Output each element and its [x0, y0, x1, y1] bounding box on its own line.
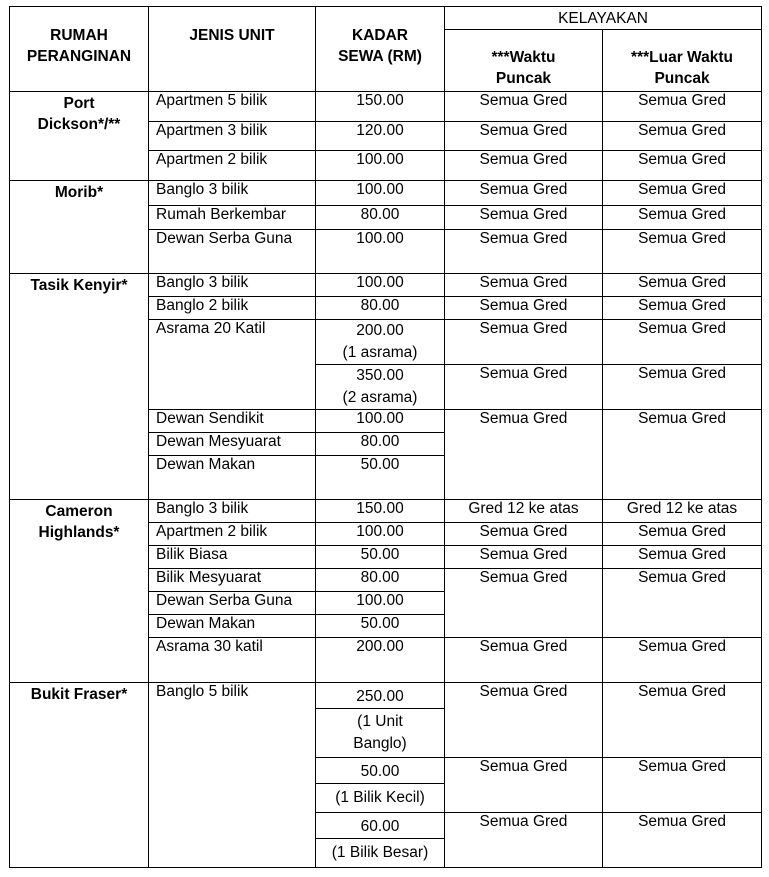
peak-eligibility-cell: Semua Gred — [445, 230, 603, 274]
peak-eligibility-cell: Semua Gred — [445, 297, 603, 320]
rate-cell: 100.00 — [316, 151, 445, 181]
rate-cell: 100.00 — [316, 592, 445, 615]
peak-eligibility-cell: Semua Gred — [445, 274, 603, 297]
unit-type-cell: Banglo 3 bilik — [149, 181, 316, 206]
offpeak-eligibility-cell: Gred 12 ke atas — [603, 500, 762, 523]
peak-eligibility-cell: Semua Gred — [445, 523, 603, 546]
offpeak-eligibility-cell: Semua Gred — [603, 523, 762, 546]
rate-cell: 250.00 — [316, 683, 445, 709]
header-unit-type: JENIS UNIT — [149, 7, 316, 92]
rate-cell: 100.00 — [316, 523, 445, 546]
peak-eligibility-cell: Semua Gred — [445, 151, 603, 181]
offpeak-eligibility-cell: Semua Gred — [603, 320, 762, 365]
unit-type-cell: Banglo 5 bilik — [149, 683, 316, 868]
unit-type-cell: Banglo 3 bilik — [149, 500, 316, 523]
rate-cell: 200.00 (1 asrama) — [316, 320, 445, 365]
rate-cell: 100.00 — [316, 181, 445, 206]
rate-cell: 350.00 (2 asrama) — [316, 365, 445, 410]
offpeak-eligibility-cell: Semua Gred — [603, 206, 762, 230]
unit-type-cell: Apartmen 3 bilik — [149, 122, 316, 151]
offpeak-eligibility-cell: Semua Gred — [603, 122, 762, 151]
rate-cell: 50.00 — [316, 456, 445, 500]
rate-cell: 150.00 — [316, 92, 445, 122]
peak-eligibility-cell: Semua Gred — [445, 320, 603, 365]
resort-tasik-kenyir: Tasik Kenyir* — [10, 274, 149, 500]
unit-type-cell: Asrama 20 Katil — [149, 320, 316, 410]
header-eligibility: KELAYAKAN — [445, 7, 762, 30]
peak-eligibility-cell: Semua Gred — [445, 122, 603, 151]
unit-type-cell: Dewan Sendikit — [149, 410, 316, 433]
peak-eligibility-cell: Semua Gred — [445, 546, 603, 569]
rate-note-cell: (1 Unit Banglo) — [316, 709, 445, 758]
peak-eligibility-cell: Semua Gred — [445, 181, 603, 206]
rate-cell: 150.00 — [316, 500, 445, 523]
unit-type-cell: Bilik Mesyuarat — [149, 569, 316, 592]
offpeak-eligibility-cell: Semua Gred — [603, 758, 762, 813]
peak-eligibility-cell: Semua Gred — [445, 365, 603, 410]
unit-type-cell: Dewan Mesyuarat — [149, 433, 316, 456]
rate-cell: 100.00 — [316, 230, 445, 274]
offpeak-eligibility-cell: Semua Gred — [603, 546, 762, 569]
resort-cameron-highlands: Cameron Highlands* — [10, 500, 149, 683]
peak-eligibility-cell: Semua Gred — [445, 569, 603, 638]
resort-port-dickson: Port Dickson*/** — [10, 92, 149, 181]
rate-note-cell: (1 Bilik Kecil) — [316, 784, 445, 813]
rate-cell: 100.00 — [316, 410, 445, 433]
offpeak-eligibility-cell: Semua Gred — [603, 410, 762, 500]
offpeak-eligibility-cell: Semua Gred — [603, 274, 762, 297]
unit-type-cell: Rumah Berkembar — [149, 206, 316, 230]
rate-cell: 200.00 — [316, 638, 445, 683]
header-resort: RUMAH PERANGINAN — [10, 7, 149, 92]
offpeak-eligibility-cell: Semua Gred — [603, 683, 762, 758]
peak-eligibility-cell: Semua Gred — [445, 410, 603, 500]
peak-eligibility-cell: Semua Gred — [445, 92, 603, 122]
peak-eligibility-cell: Semua Gred — [445, 683, 603, 758]
offpeak-eligibility-cell: Semua Gred — [603, 813, 762, 868]
offpeak-eligibility-cell: Semua Gred — [603, 181, 762, 206]
offpeak-eligibility-cell: Semua Gred — [603, 365, 762, 410]
rate-cell: 100.00 — [316, 274, 445, 297]
unit-type-cell: Bilik Biasa — [149, 546, 316, 569]
unit-type-cell: Banglo 3 bilik — [149, 274, 316, 297]
peak-eligibility-cell: Semua Gred — [445, 758, 603, 813]
rate-cell: 50.00 — [316, 615, 445, 638]
rate-cell: 50.00 — [316, 758, 445, 784]
rate-cell: 80.00 — [316, 206, 445, 230]
rate-note-cell: (1 Bilik Besar) — [316, 839, 445, 868]
unit-type-cell: Dewan Serba Guna — [149, 230, 316, 274]
peak-eligibility-cell: Semua Gred — [445, 206, 603, 230]
rate-cell: 50.00 — [316, 546, 445, 569]
unit-type-cell: Asrama 30 katil — [149, 638, 316, 683]
unit-type-cell: Dewan Makan — [149, 456, 316, 500]
rate-cell: 80.00 — [316, 297, 445, 320]
header-offpeak: ***Luar Waktu Puncak — [603, 30, 762, 92]
header-peak: ***Waktu Puncak — [445, 30, 603, 92]
resort-bukit-fraser: Bukit Fraser* — [10, 683, 149, 868]
header-rental-rate: KADAR SEWA (RM) — [316, 7, 445, 92]
offpeak-eligibility-cell: Semua Gred — [603, 230, 762, 274]
unit-type-cell: Dewan Serba Guna — [149, 592, 316, 615]
rental-rates-table — [9, 6, 762, 868]
offpeak-eligibility-cell: Semua Gred — [603, 297, 762, 320]
offpeak-eligibility-cell: Semua Gred — [603, 92, 762, 122]
unit-type-cell: Apartmen 2 bilik — [149, 151, 316, 181]
peak-eligibility-cell: Semua Gred — [445, 638, 603, 683]
unit-type-cell: Dewan Makan — [149, 615, 316, 638]
rate-cell: 120.00 — [316, 122, 445, 151]
unit-type-cell: Banglo 2 bilik — [149, 297, 316, 320]
unit-type-cell: Apartmen 5 bilik — [149, 92, 316, 122]
peak-eligibility-cell: Gred 12 ke atas — [445, 500, 603, 523]
offpeak-eligibility-cell: Semua Gred — [603, 638, 762, 683]
rate-cell: 80.00 — [316, 569, 445, 592]
offpeak-eligibility-cell: Semua Gred — [603, 569, 762, 638]
rate-cell: 60.00 — [316, 813, 445, 839]
peak-eligibility-cell: Semua Gred — [445, 813, 603, 868]
offpeak-eligibility-cell: Semua Gred — [603, 151, 762, 181]
rate-cell: 80.00 — [316, 433, 445, 456]
unit-type-cell: Apartmen 2 bilik — [149, 523, 316, 546]
resort-morib: Morib* — [10, 181, 149, 274]
